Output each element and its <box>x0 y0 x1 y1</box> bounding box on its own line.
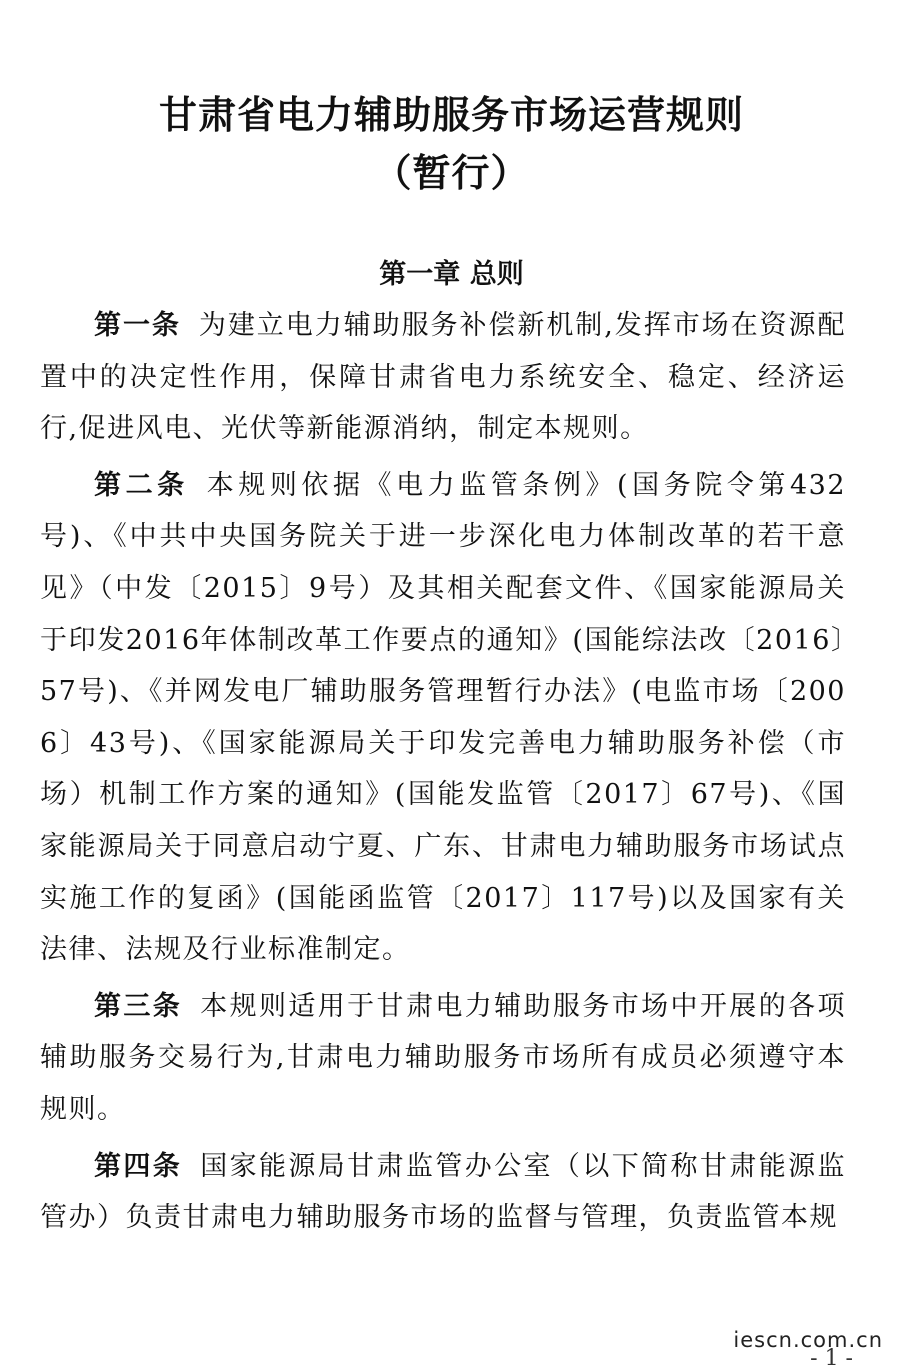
article-text: 为建立电力辅助服务补偿新机制,发挥市场在资源配置中的决定性作用，保障甘肃省电力系统安全、稳定、经济运行,促进风电、光伏等新能源消纳，制定本规则。 <box>40 310 846 445</box>
document-body <box>40 300 846 1249</box>
document-title: 甘肃省电力辅助服务市场运营规则 <box>158 93 744 137</box>
article-text: 本规则依据《电力监管条例》(国务院令第432号)、《中共中央国务院关于进一步深化电力体制改革的若干意见》（中发〔2015〕9号）及其相关配套文件、《国家能源局关于印发2016年体制改革工作要点的通知》(国能综法改〔2016〕57号)、《并网发电厂辅助服务管理暂行办法》(电监市场〔2006〕43号)、《国家能源局关于印发完善电力辅助服务补偿（市场）机制工作方案的通知》(国能发监管〔2017〕67号)、《国家能源局关于同意启动宁夏、广东、甘肃电力辅助服务市场试点实施工作的复函》(国能函监管〔2017〕117号)以及国家有关法律、法规及行业标准制定。 <box>40 469 846 966</box>
article-heading: 第三条 <box>94 990 183 1022</box>
site-watermark: iescn.com.cn <box>733 1328 883 1352</box>
document-subtitle: （暂行） <box>373 151 530 195</box>
article-heading: 第二条 <box>94 469 189 501</box>
article-text: 国家能源局甘肃监管办公室（以下简称甘肃能源监管办）负责甘肃电力辅助服务市场的监督与管理，负责监管本规 <box>40 1150 846 1234</box>
article-3 <box>40 981 846 1136</box>
page-number: - 1 - <box>810 1346 853 1371</box>
article-heading: 第一条 <box>94 310 181 341</box>
article-4 <box>40 1141 846 1244</box>
article-text: 本规则适用于甘肃电力辅助服务市场中开展的各项辅助服务交易行为,甘肃电力辅助服务市场所有成员必须遵守本规则。 <box>40 990 846 1125</box>
chapter-title: 第一章 总则 <box>379 259 524 290</box>
article-1 <box>40 300 846 455</box>
article-2 <box>40 460 846 976</box>
article-heading: 第四条 <box>94 1150 183 1182</box>
